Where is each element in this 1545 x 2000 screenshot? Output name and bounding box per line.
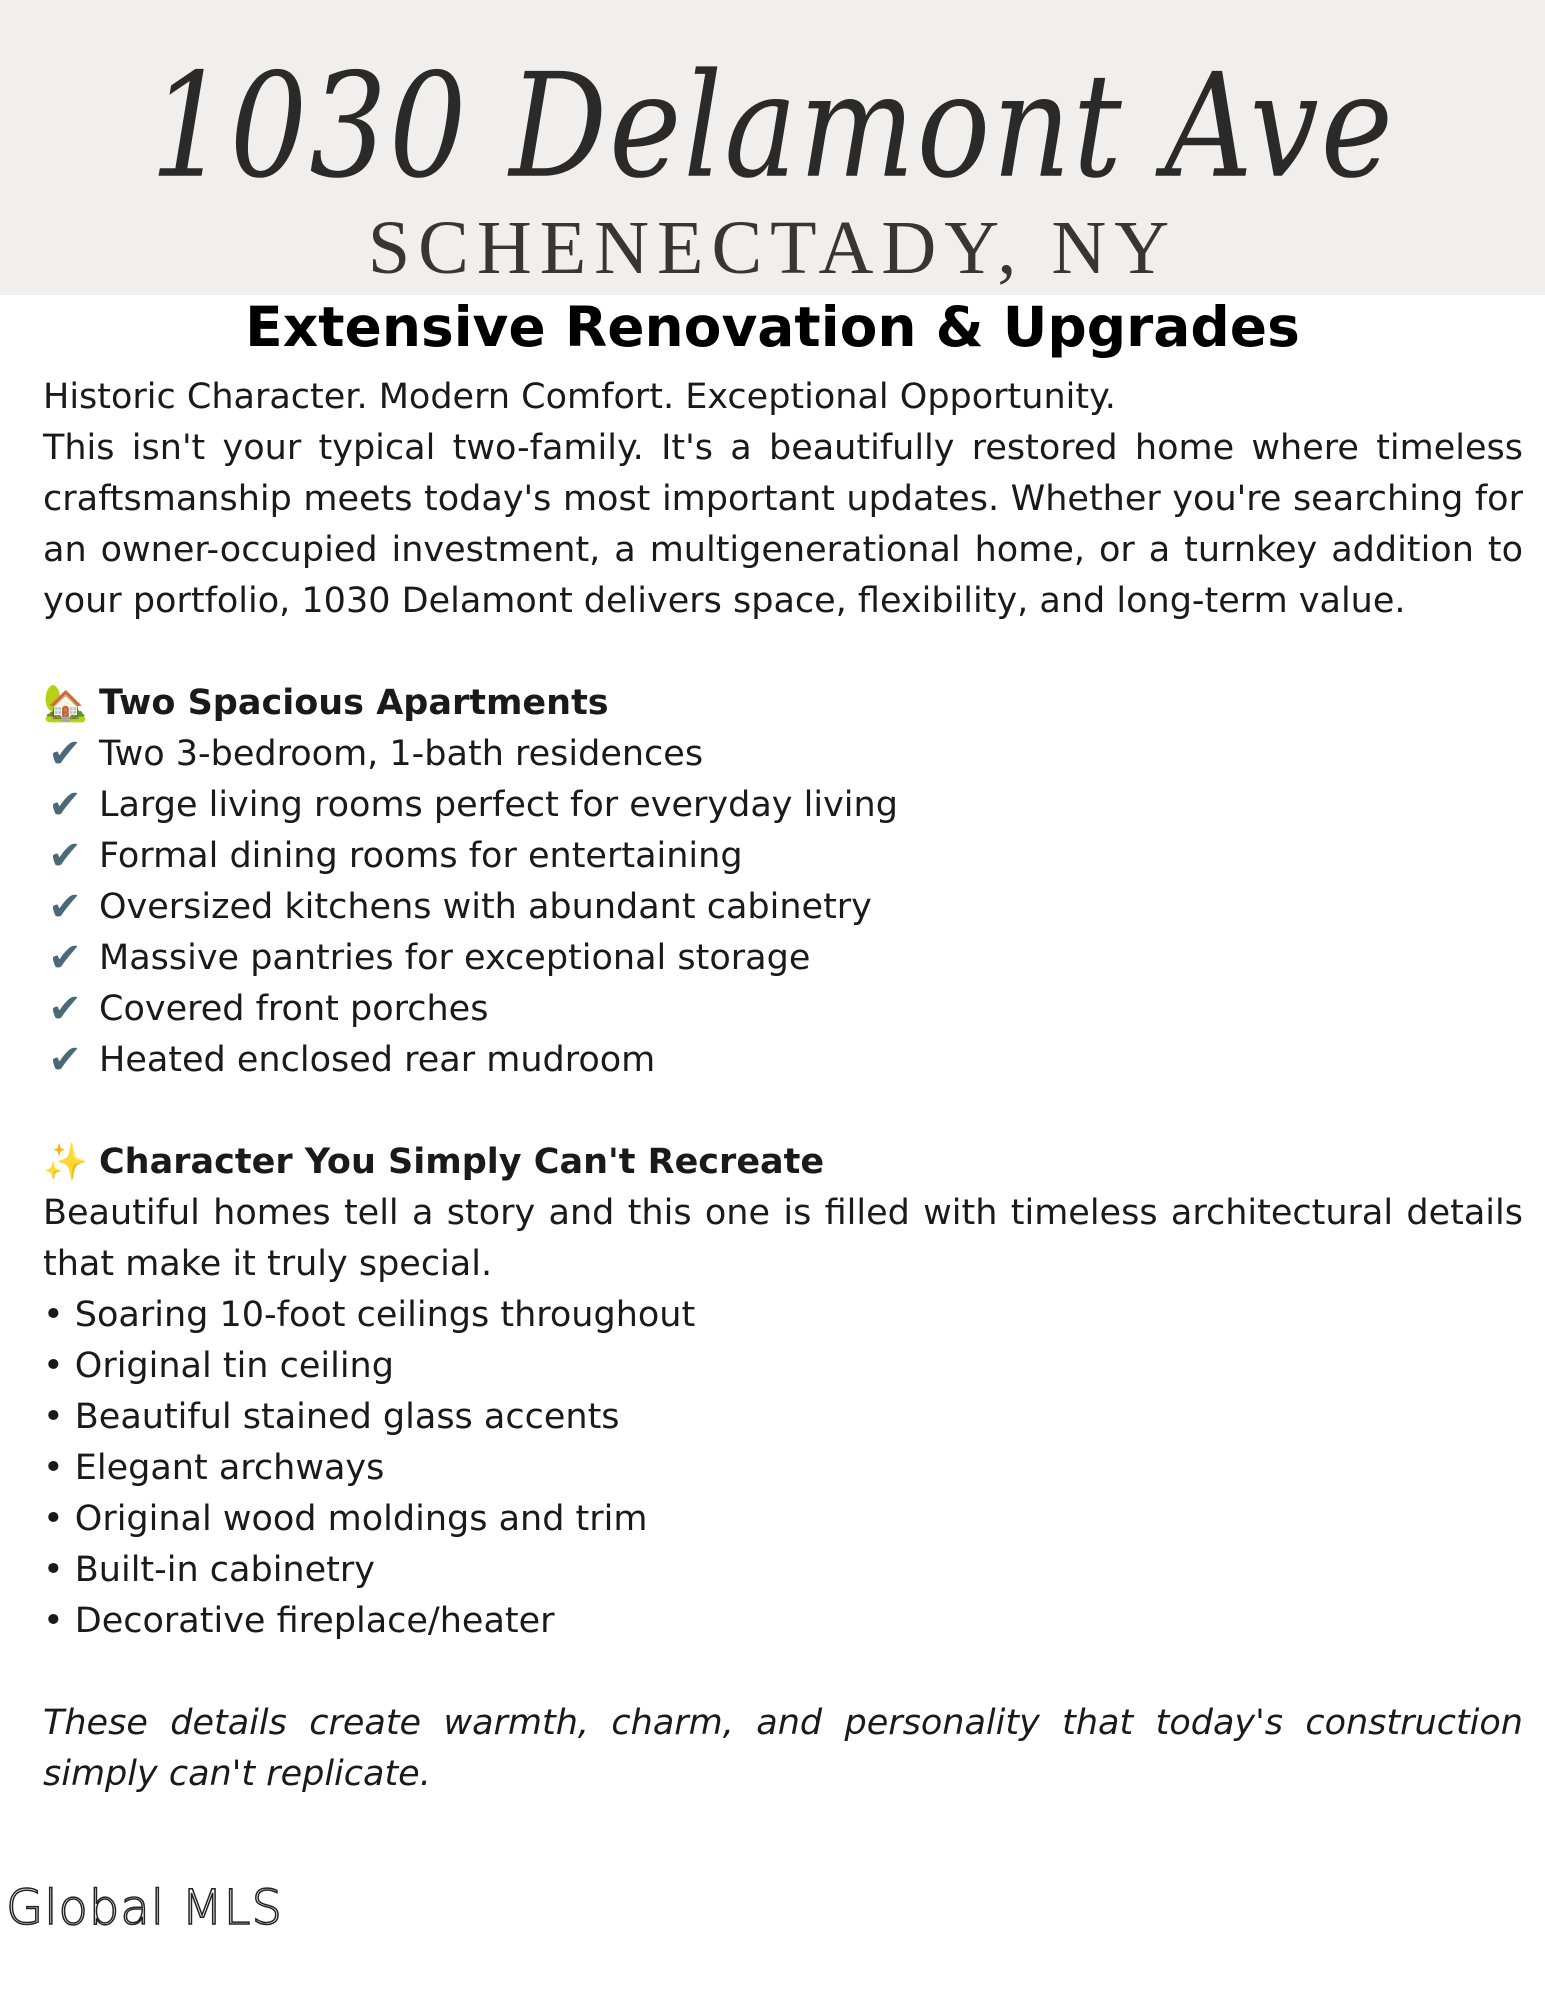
character-title-text: Character You Simply Can't Recreate [99,1142,825,1182]
character-section-title [43,1137,1523,1188]
closing-statement: These details create warmth, charm, and personality that today's construction simply can't replicate. [43,1703,1523,1794]
character-list [43,1290,1523,1647]
sparkles-icon: ✨ [43,1142,88,1183]
house-icon: 🏡 [43,683,88,724]
list-item: ✔ Large living rooms perfect for everyday living [43,780,1523,831]
checkmark-icon: ✔ [48,782,82,828]
character-intro: Beautiful homes tell a story and this one is filled with timeless architectural details that make it truly special. [43,1193,1523,1284]
list-item: ✔ Massive pantries for exceptional storage [43,933,1523,984]
list-item: ✔ Two 3-bedroom, 1-bath residences [43,729,1523,780]
list-item: ✔ Covered front porches [43,984,1523,1035]
checkmark-icon: ✔ [48,986,82,1032]
checkmark-icon: ✔ [48,935,82,981]
apartments-title-text: Two Spacious Apartments [99,683,609,723]
list-item: • Built-in cabinetry [43,1550,375,1590]
list-item: • Original tin ceiling [43,1346,394,1386]
apartments-section-title [43,678,1523,729]
address-title: 1030 Delamont Ave [150,42,1395,210]
city-subtitle: SCHENECTADY, NY [367,206,1178,290]
apartments-list [43,729,1523,1086]
checkmark-icon: ✔ [48,884,82,930]
listing-content [43,372,1523,1800]
list-item: • Elegant archways [43,1448,385,1488]
intro-body: This isn't your typical two-family. It's a beautifully restored home where timeless craftsmanship meets today's most important updates. Whether you're searching for an owner-occupied investment, a multigenerational home, or a turnkey addition to your portfolio, 1030 Delamont delivers space, flexibility, and long-term value. [43,428,1523,621]
intro-tagline: Historic Character. Modern Comfort. Exceptional Opportunity. [43,377,1116,417]
checkmark-icon: ✔ [48,731,82,777]
checkmark-icon: ✔ [48,833,82,879]
list-item: ✔ Formal dining rooms for entertaining [43,831,1523,882]
global-mls-logo: Global MLS [6,1880,283,1936]
list-item: • Original wood moldings and trim [43,1499,648,1539]
checkmark-icon: ✔ [48,1037,82,1083]
list-item: ✔ Heated enclosed rear mudroom [43,1035,1523,1086]
page-heading: Extensive Renovation & Upgrades [245,295,1300,359]
list-item: • Soaring 10-foot ceilings throughout [43,1295,696,1335]
list-item: ✔ Oversized kitchens with abundant cabinetry [43,882,1523,933]
list-item: • Beautiful stained glass accents [43,1397,620,1437]
list-item: • Decorative fireplace/heater [43,1601,555,1641]
